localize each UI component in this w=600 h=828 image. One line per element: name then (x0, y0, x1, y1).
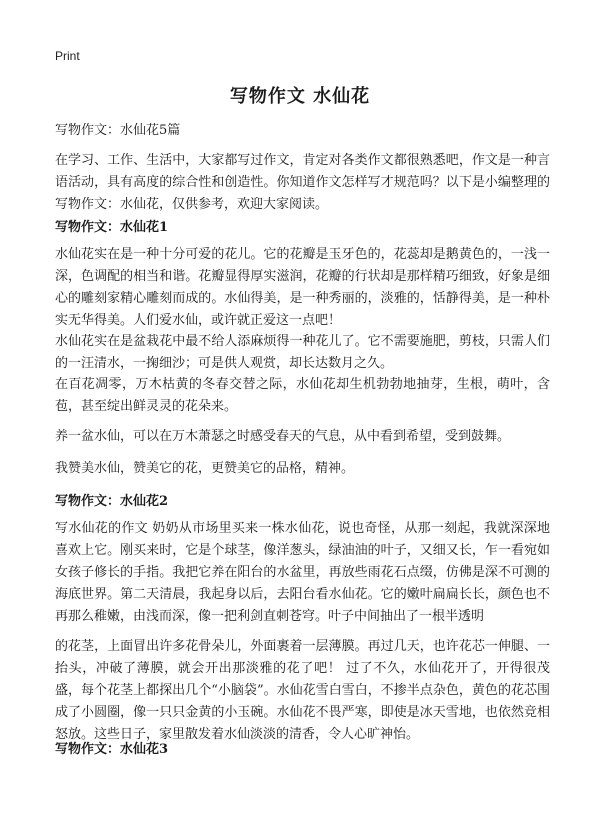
section-1-paragraph-5: 我赞美水仙，赞美它的花，更赞美它的品格，精神。 (55, 461, 355, 476)
page-title: 写物作文 水仙花 (229, 86, 371, 107)
intro-paragraph: 在学习、工作、生活中，大家都写过作文，肯定对各类作文都很熟悉吧，作文是一种言语活动，具有高度的综合性和创造性。你知道作文怎样写才规范吗？以下是小编整理的写物作文：水仙花，仅供参考，欢迎大家阅读。 (55, 153, 550, 212)
section-2-paragraph-1: 写水仙花的作文 奶奶从市场里买来一株水仙花，说也奇怪，从那一刻起，我就深深地喜欢上它。刚买来时，它是个球茎，像洋葱头，绿油油的叶子，又细又长，乍一看宛如女孩子修长的手指。我把它养在阳台的水盆里，再放些雨花石点缀，仿佛是深不可测的海底世界。第二天清晨，我起身以后，去阳台看水仙花。它的嫩叶扁扁长长，颜色也不再那么稚嫩，由浅而深，像一把利剑直刺苍穹。叶子中间抽出了一根半透明 (55, 521, 550, 624)
section-1-paragraph-1: 水仙花实在是一种十分可爱的花儿。它的花瓣是玉牙色的，花蕊却是鹅黄色的，一浅一深，色调配的相当和谐。花瓣显得厚实滋润，花瓣的行状却是那样精巧细致，好象是细心的雕刻家精心雕刻而成的。水仙得美，是一种秀丽的，淡雅的，恬静得美，是一种朴实无华得美。人们爱水仙，或许就正爱这一点吧！ (55, 247, 550, 328)
section-1-paragraph-4: 养一盆水仙，可以在万木萧瑟之时感受春天的气息，从中看到希望，受到鼓舞。 (55, 429, 511, 444)
section-heading-3: 写物作文：水仙花3 (55, 742, 169, 757)
section-1-paragraph-2: 水仙花实在是盆栽花中最不给人添麻烦得一种花儿了。它不需要施肥，剪枝，只需人们的一汪清水，一掬细沙；可是供人观赏，却长达数月之久。 (55, 334, 550, 371)
section-2-paragraph-2: 的花茎，上面冒出许多花骨朵儿，外面裹着一层薄膜。再过几天，也许花芯一伸腿、一抬头，冲破了薄膜，就会开出那淡雅的花了吧！ 过了不久，水仙花开了，开得很茂盛，每个花茎上都探出几个“小脑袋”。水仙花雪白雪白，不掺半点杂色，黄色的花芯围成了小圆圈，像一只只金黄的小玉碗。水仙花不畏严寒，即使是冰天雪地，也依然竞相怒放。这些日子，家里散发着水仙淡淡的清香，令人心旷神怡。 (55, 639, 550, 742)
article-subtitle: 写物作文：水仙花5篇 (55, 123, 181, 138)
section-heading-2: 写物作文：水仙花2 (55, 494, 169, 509)
section-1-paragraph-3: 在百花凋零，万木枯黄的冬春交替之际，水仙花却生机勃勃地抽芽，生根，萌叶，含苞，甚至绽出鲜灵灵的花朵来。 (55, 377, 550, 414)
print-link[interactable]: Print (55, 49, 80, 63)
section-heading-1: 写物作文：水仙花1 (55, 220, 169, 235)
